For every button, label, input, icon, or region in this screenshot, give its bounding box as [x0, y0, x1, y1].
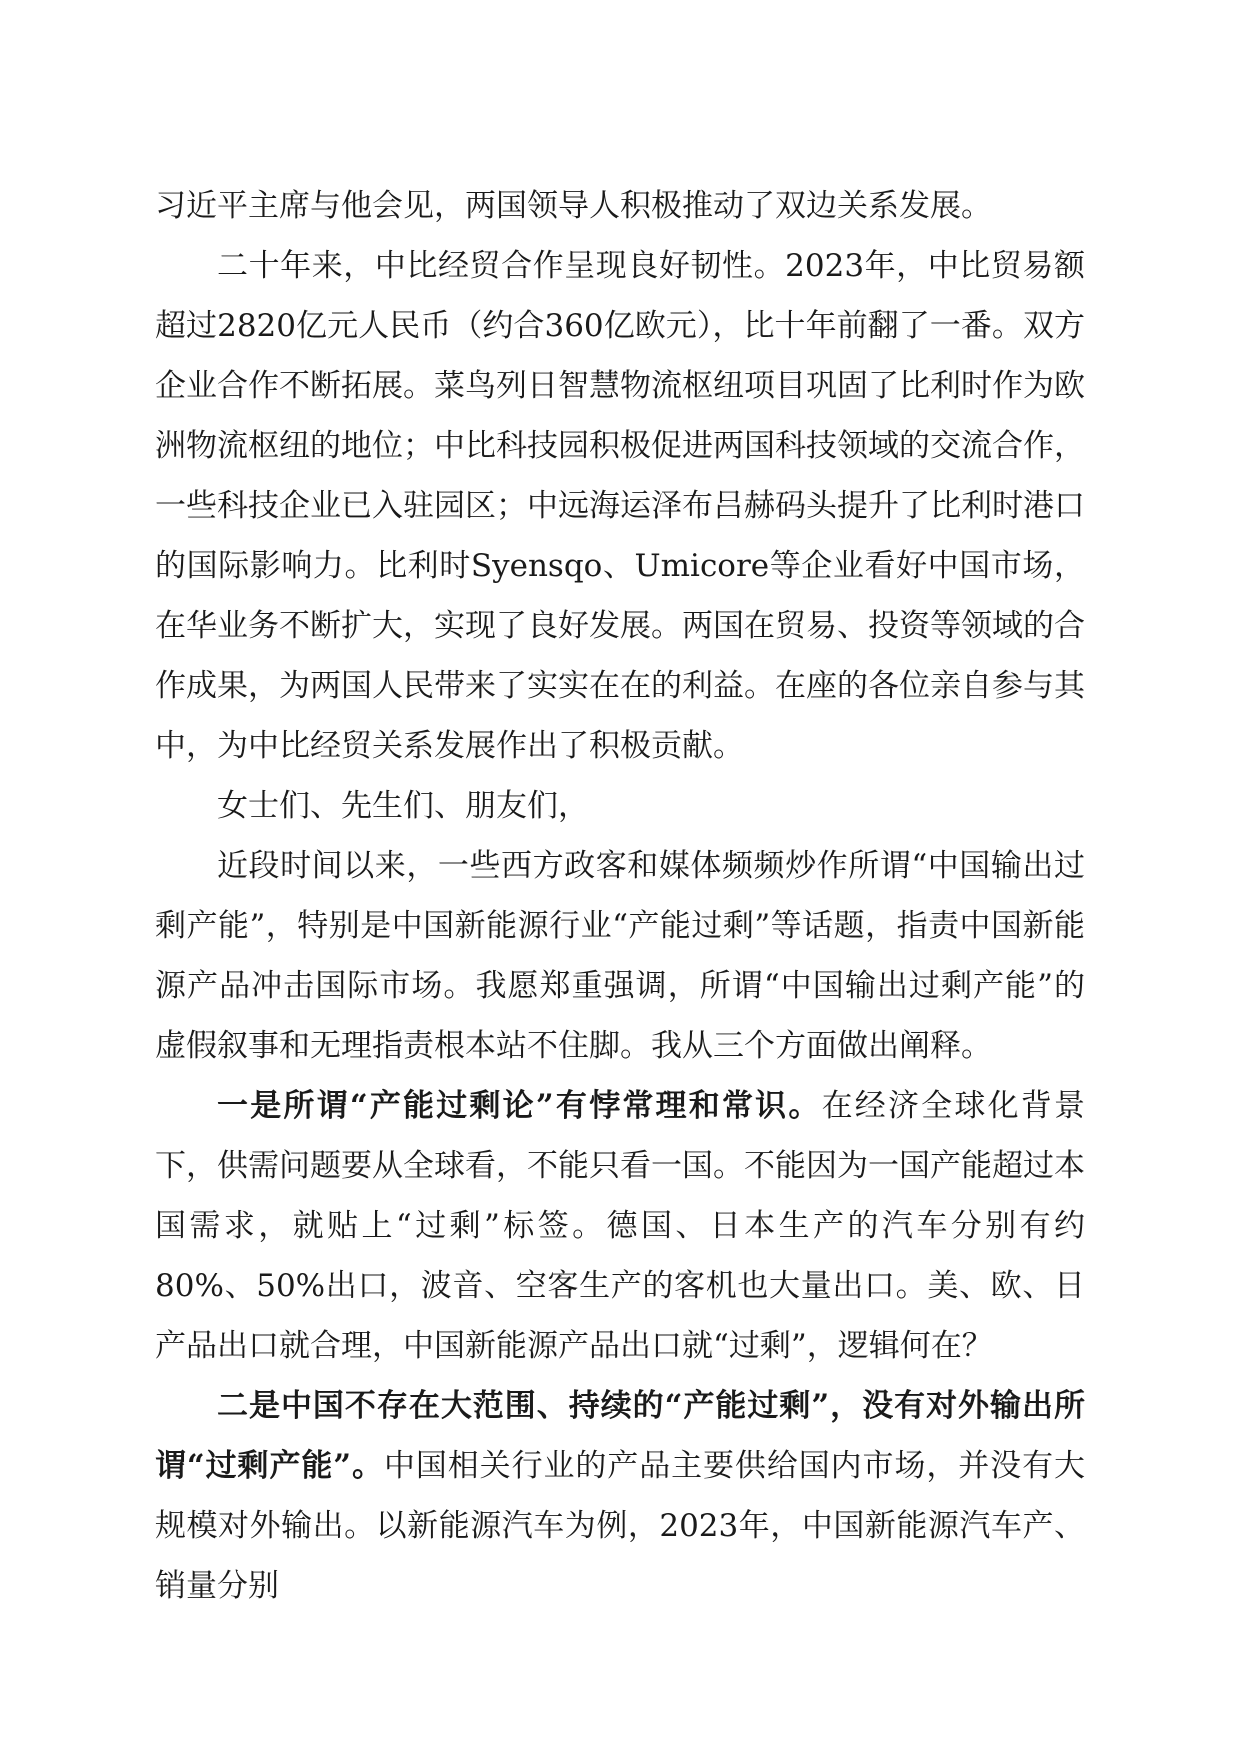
- paragraph-text: 在经济全球化背景下，供需问题要从全球看，不能只看一国。不能因为一国产能超过本国需求，就贴上“过剩”标签。德国、日本生产的汽车分别有约80%、50%出口，波音、空客生产的客机也大量出口。美、欧、日产品出口就合理，中国新能源产品出口就“过剩”，逻辑何在？: [155, 1088, 1085, 1364]
- document-body: [155, 176, 1085, 1616]
- paragraph-text: 习近平主席与他会见，两国领导人积极推动了双边关系发展。: [155, 188, 992, 224]
- paragraph-bold-lead: 二是中国不存在大范围、持续的“产能过剩”，没有对外输出所谓“过剩产能”。: [155, 1388, 1085, 1484]
- paragraph-salutation: [155, 776, 1085, 836]
- paragraph-point-one: [155, 1076, 1085, 1376]
- paragraph-text: 中国相关行业的产品主要供给国内市场，并没有大规模对外输出。以新能源汽车为例，2023年，中国新能源汽车产、销量分别: [155, 1448, 1086, 1604]
- paragraph-text: 女士们、先生们、朋友们，: [217, 788, 589, 824]
- paragraph-point-two: [155, 1376, 1085, 1616]
- paragraph-text: 二十年来，中比经贸合作呈现良好韧性。2023年，中比贸易额超过2820亿元人民币（约合360亿欧元），比十年前翻了一番。双方企业合作不断拓展。菜鸟列日智慧物流枢纽项目巩固了比利时作为欧洲物流枢纽的地位；中比科技园积极促进两国科技领域的交流合作，一些科技企业已入驻园区；中远海运泽布吕赫码头提升了比利时港口的国际影响力。比利时Syensqo、Umicore等企业看好中国市场，在华业务不断扩大，实现了良好发展。两国在贸易、投资等领域的合作成果，为两国人民带来了实实在在的利益。在座的各位亲自参与其中，为中比经贸关系发展作出了积极贡献。: [155, 248, 1085, 764]
- paragraph-leaders-meeting: [155, 176, 1085, 236]
- paragraph-text: 近段时间以来，一些西方政客和媒体频频炒作所谓“中国输出过剩产能”，特别是中国新能源行业“产能过剩”等话题，指责中国新能源产品冲击国际市场。我愿郑重强调，所谓“中国输出过剩产能”的虚假叙事和无理指责根本站不住脚。我从三个方面做出阐释。: [155, 848, 1085, 1064]
- paragraph-bold-lead: 一是所谓“产能过剩论”有悖常理和常识。: [217, 1088, 822, 1124]
- paragraph-economic-cooperation: [155, 236, 1085, 776]
- paragraph-overcapacity-claims: [155, 836, 1085, 1076]
